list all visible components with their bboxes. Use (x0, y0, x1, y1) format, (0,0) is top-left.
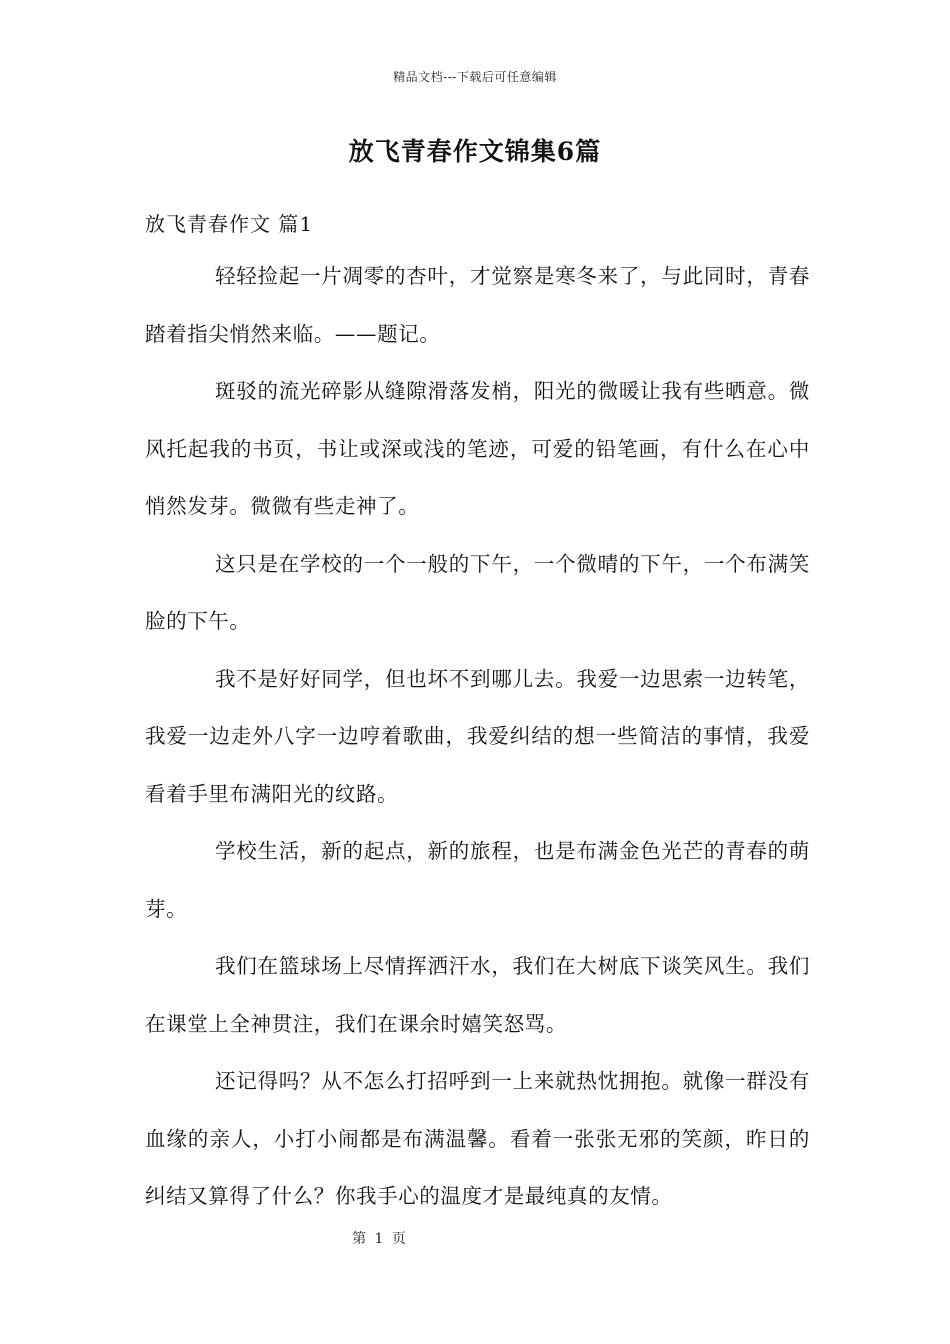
paragraph: 学校生活，新的起点，新的旅程，也是布满金色光芒的青春的萌芽。 (145, 839, 810, 921)
paragraph: 还记得吗？从不怎么打招呼到一上来就热忱拥抱。就像一群没有血缘的亲人，小打小闹都是布满温馨。看着一张张无邪的笑颜，昨日的纠结又算得了什么？你我手心的温度才是最纯真的友情。 (145, 1069, 810, 1208)
document-title: 放飞青春作文锦集6篇 (348, 137, 602, 166)
paragraph: 我不是好好同学，但也坏不到哪儿去。我爱一边思索一边转笔，我爱一边走外八字一边哼着歌曲，我爱纠结的想一些简洁的事情，我爱看着手里布满阳光的纹路。 (145, 666, 810, 806)
paragraph: 我们在篮球场上尽情挥洒汗水，我们在大树底下谈笑风生。我们在课堂上全神贯注，我们在课余时嬉笑怒骂。 (145, 954, 810, 1036)
paragraph: 斑驳的流光碎影从缝隙滑落发梢，阳光的微暖让我有些晒意。微风托起我的书页，书让或深或浅的笔迹，可爱的铅笔画，有什么在心中悄然发芽。微微有些走神了。 (145, 379, 810, 518)
paragraph: 轻轻捡起一片凋零的杏叶，才觉察是寒冬来了，与此同时，青春踏着指尖悄然来临。——题记。 (145, 264, 810, 346)
header-note: 精品文档---下载后可任意编辑 (393, 70, 557, 84)
page-number: 第 1 页 (352, 1231, 408, 1247)
paragraph: 这只是在学校的一个一般的下午，一个微晴的下午，一个布满笑脸的下午。 (145, 551, 810, 633)
body-text (145, 248, 810, 1226)
section-heading: 放飞青春作文 篇1 (145, 212, 314, 236)
